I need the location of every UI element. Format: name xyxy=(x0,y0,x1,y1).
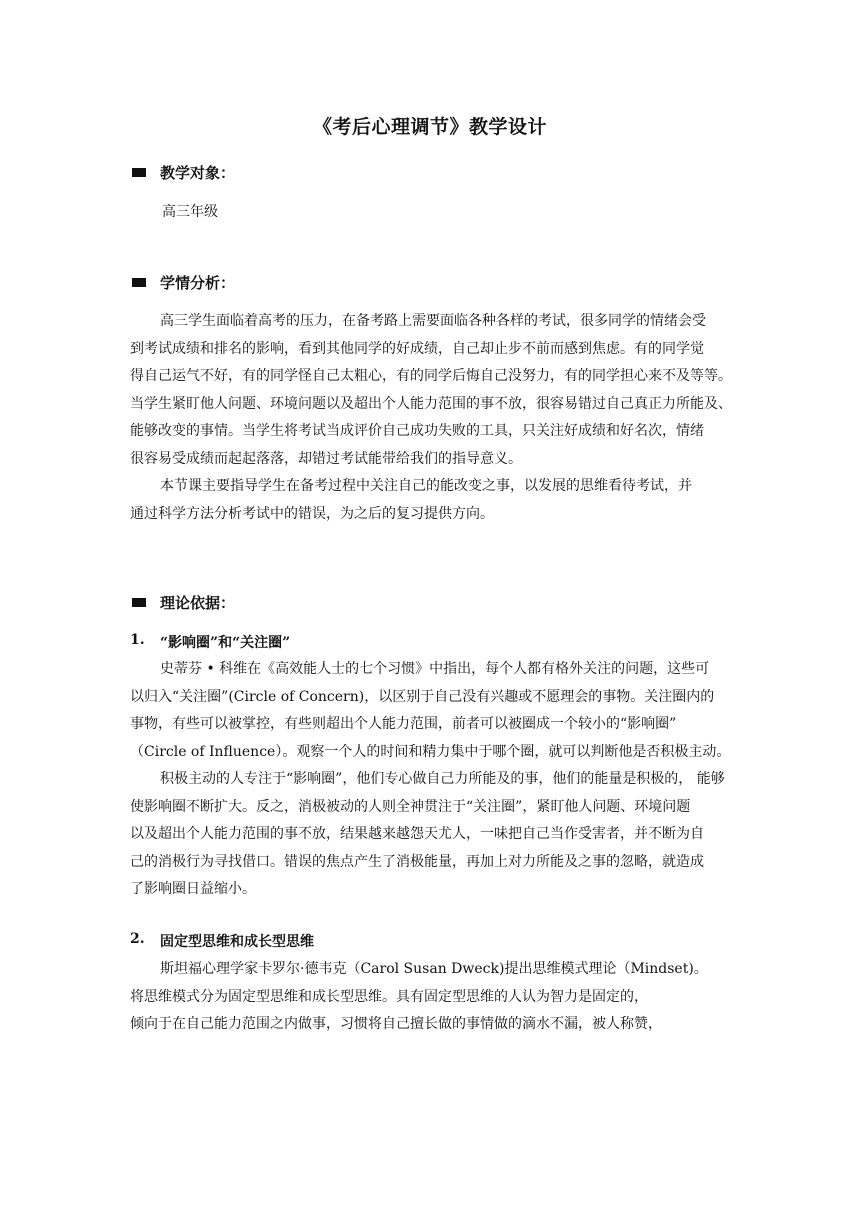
document-title: 《考后心理调节》教学设计 xyxy=(312,116,547,138)
subsection-number: 2. xyxy=(130,931,145,947)
text-line: 以归入“关注圈”(Circle of Concern)，以区别于自己没有兴趣或不愿理会的事物。关注圈内的 xyxy=(130,688,715,705)
subsection-heading-1 xyxy=(130,632,290,652)
text-line: 积极主动的人专注于“影响圈”，他们专心做自己力所能及的事，他们的能量是积极的， 能够 xyxy=(160,771,725,787)
subsection-number: 1. xyxy=(130,632,145,648)
text-line: 倾向于在自己能力范围之内做事，习惯将自己擅长做的事情做的滴水不漏，被人称赞， xyxy=(130,1016,662,1032)
text-line: 了影响圈日益缩小。 xyxy=(130,881,256,897)
text-line: 很容易受成绩而起起落落，却错过考试能带给我们的指导意义。 xyxy=(130,450,522,467)
text-line: 使影响圈不断扩大。反之，消极被动的人则全神贯注于“关注圈”，紧盯他人问题、环境问题 xyxy=(130,798,691,815)
section-heading-theory xyxy=(132,592,235,613)
text-line: 斯坦福心理学家卡罗尔·德韦克（Carol Susan Dweck)提出思维模式理论（Mindset)。 xyxy=(160,961,708,977)
theory-sub1-paragraph-2 xyxy=(130,766,740,904)
text-line: 当学生紧盯他人问题、环境问题以及超出个人能力范围的事不放，很容易错过自己真正力所能及、 xyxy=(130,395,732,412)
analysis-paragraph-1 xyxy=(130,308,740,473)
square-bullet-icon xyxy=(132,278,146,287)
square-bullet-icon xyxy=(132,598,146,607)
section-heading-label: 学情分析： xyxy=(160,274,236,292)
section-heading-label: 理论依据： xyxy=(160,594,236,612)
text-line: 得自己运气不好，有的同学怪自己太粗心，有的同学后悔自己没努力，有的同学担心来不及等等。 xyxy=(130,368,732,384)
text-line: 事物，有些可以被掌控，有些则超出个人能力范围，前者可以被圈成一个较小的“影响圈” xyxy=(130,716,677,732)
target-content: 高三年级 xyxy=(162,204,218,220)
text-line: 将思维模式分为固定型思维和成长型思维。具有固定型思维的人认为智力是固定的， xyxy=(130,988,648,1005)
theory-sub1-paragraph-1 xyxy=(130,656,740,766)
text-line: （Circle of Influence）。观察一个人的时间和精力集中于哪个圈，就可以判断他是否积极主动。 xyxy=(130,743,731,760)
square-bullet-icon xyxy=(132,168,146,177)
section-heading-analysis xyxy=(132,272,235,293)
text-line: 己的消极行为寻找借口。错误的焦点产生了消极能量，再加上对力所能及之事的忽略，就造成 xyxy=(130,853,704,870)
section-heading-target xyxy=(132,162,235,183)
text-line: 本节课主要指导学生在备考过程中关注自己的能改变之事，以发展的思维看待考试，并 xyxy=(160,478,692,494)
analysis-paragraph-2 xyxy=(130,473,740,528)
subsection-heading-2 xyxy=(130,931,314,951)
text-line: 史蒂芬 • 科维在《高效能人士的七个习惯》中指出，每个人都有格外关注的问题，这些可 xyxy=(160,661,710,677)
text-line: 能够改变的事情。当学生将考试当成评价自己成功失败的工具，只关注好成绩和好名次，情绪 xyxy=(130,423,704,439)
text-line: 通过科学方法分析考试中的错误，为之后的复习提供方向。 xyxy=(130,505,494,522)
theory-sub2-paragraph-1 xyxy=(130,956,740,1039)
text-line: 高三学生面临着高考的压力，在备考路上需要面临各种各样的考试，很多同学的情绪会受 xyxy=(160,313,706,329)
text-line: 以及超出个人能力范围的事不放，结果越来越怨天尤人，一味把自己当作受害者，并不断为自 xyxy=(130,826,704,842)
subsection-title: 固定型思维和成长型思维 xyxy=(160,934,314,950)
text-line: 到考试成绩和排名的影响，看到其他同学的好成绩，自己却止步不前而感到焦虑。有的同学觉 xyxy=(130,340,704,357)
subsection-title: “影响圈”和“关注圈” xyxy=(160,635,291,651)
section-heading-label: 教学对象： xyxy=(160,164,236,182)
